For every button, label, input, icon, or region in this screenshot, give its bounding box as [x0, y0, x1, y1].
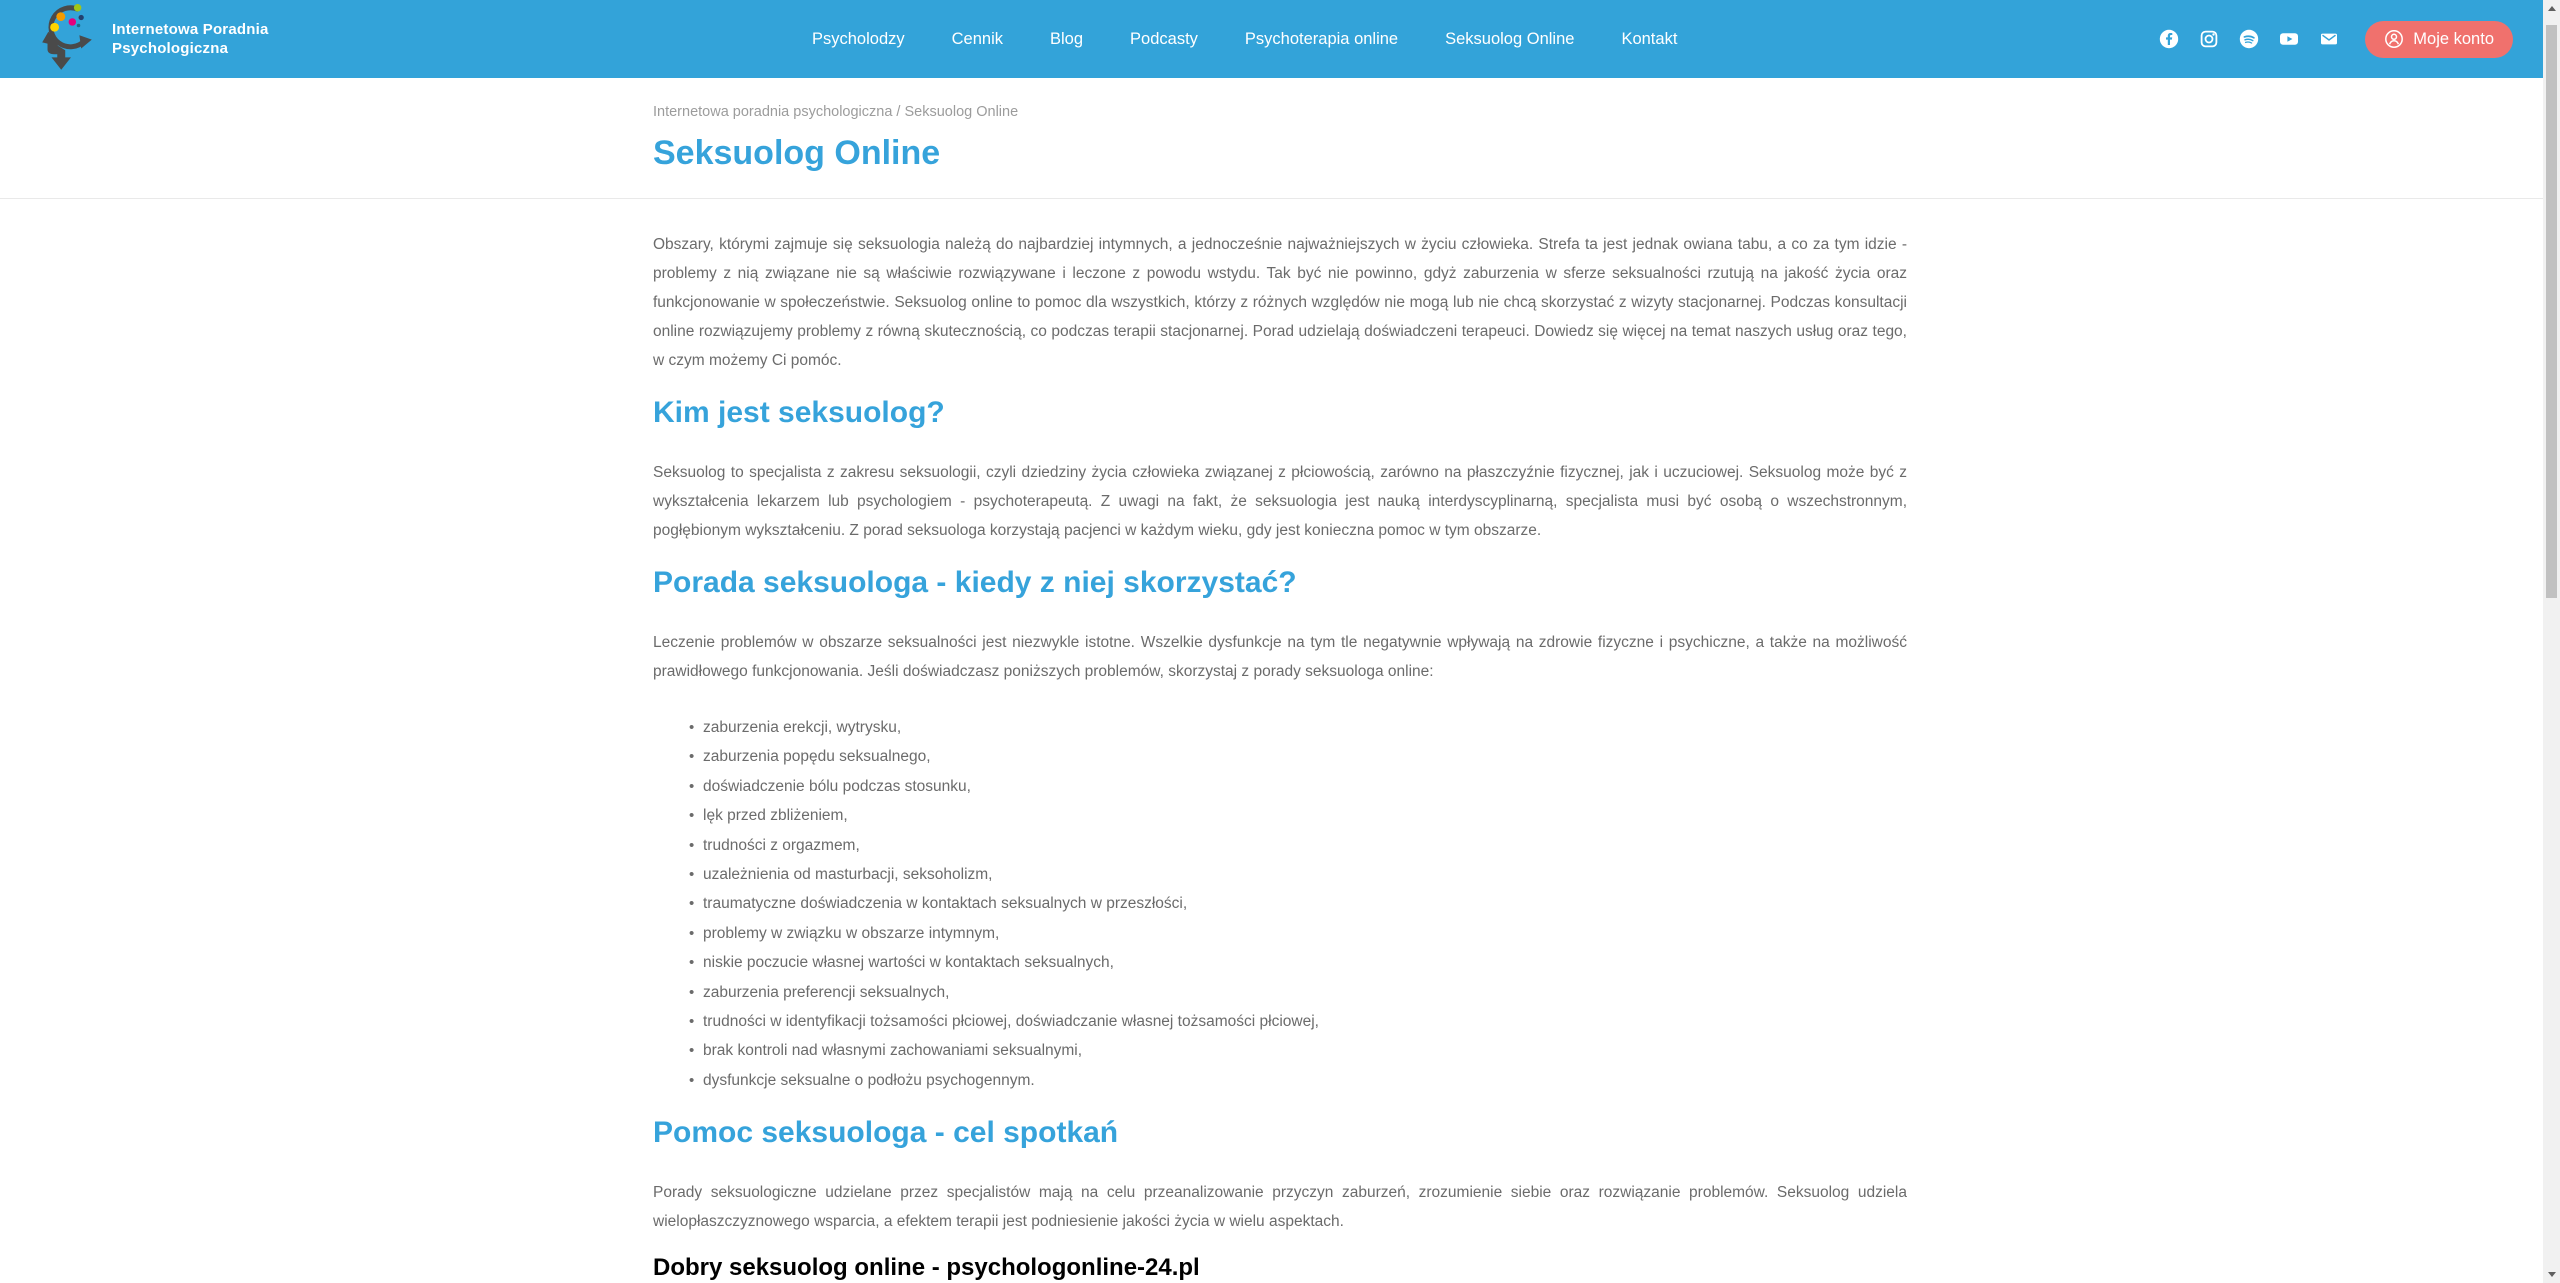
list-item: • dysfunkcje seksualne o podłożu psychogennym.: [689, 1066, 1907, 1095]
nav-item-blog[interactable]: Blog: [1050, 29, 1084, 48]
scrollbar-down-arrow-icon[interactable]: [2543, 1266, 2560, 1283]
list-item: • trudności z orgazmem,: [689, 831, 1907, 860]
section-heading-porada-seksuologa: Porada seksuologa - kiedy z niej skorzystać?: [653, 566, 1297, 599]
section-heading-dobry-seksuolog: Dobry seksuolog online - psychologonline-24.pl: [653, 1254, 1200, 1281]
brain-head-logo-icon: [36, 1, 98, 78]
scrollbar-thumb[interactable]: [2546, 25, 2557, 598]
main-navigation: [812, 0, 1677, 78]
list-item: • zaburzenia erekcji, wytrysku,: [689, 713, 1907, 742]
nav-item-cennik[interactable]: Cennik: [951, 29, 1004, 48]
scrollbar-up-arrow-icon[interactable]: [2543, 0, 2560, 17]
email-icon[interactable]: [2319, 29, 2339, 49]
section-paragraph: Seksuolog to specjalista z zakresu seksuologii, czyli dziedziny życia człowieka związanej z płciowością, zarówno na płaszczyźnie fizycznej, jak i uczuciowej. Seksuolog może być z wykształcenia lekarzem lub psychologiem - psychoterapeutą. Z uwagi na fakt, że seksuologia jest nauką interdyscyplinarną, specjalista musi być osobą o wszechstronnym, pogłębionym wykształceniu. Z porad seksuologa korzystają pacjenci w każdym wieku, gdy jest konieczna pomoc w tym obszarze.: [653, 464, 1907, 539]
list-item: • zaburzenia popędu seksualnego,: [689, 742, 1907, 771]
nav-item-podcasty[interactable]: Podcasty: [1130, 29, 1198, 48]
list-item: • lęk przed zbliżeniem,: [689, 801, 1907, 830]
account-button-label: Moje konto: [2413, 29, 2494, 48]
nav-item-psychoterapia-online[interactable]: Psychoterapia online: [1244, 29, 1399, 48]
list-item: • doświadczenie bólu podczas stosunku,: [689, 772, 1907, 801]
section-paragraph: Porady seksuologiczne udzielane przez specjalistów mają na celu przeanalizowanie przyczyn zaburzeń, zrozumienie siebie oraz rozwiązanie problemów. Seksuolog udziela wielopłaszczyznowego wsparcia, a efektem terapii jest podniesienie jakości życia w wielu aspektach.: [653, 1184, 1907, 1231]
nav-item-seksuolog-online[interactable]: Seksuolog Online: [1445, 29, 1575, 48]
section-heading-kim-jest-seksuolog: Kim jest seksuolog?: [653, 396, 945, 429]
nav-item-kontakt[interactable]: Kontakt: [1621, 29, 1678, 48]
breadcrumb-separator: /: [892, 104, 905, 120]
section-paragraph: Leczenie problemów w obszarze seksualności jest niezwykle istotne. Wszelkie dysfunkcje na tym tle negatywnie wpływają na zdrowie fizyczne i psychiczne, a także na możliwość prawidłowego funkcjonowania. Jeśli doświadczasz poniższych problemów, skorzystaj z porady seksuologa online:: [653, 634, 1907, 680]
list-item: • trudności w identyfikacji tożsamości płciowej, doświadczanie własnej tożsamości płciowej,: [689, 1007, 1907, 1036]
user-circle-icon: [2384, 29, 2404, 49]
list-item: • brak kontroli nad własnymi zachowaniami seksualnymi,: [689, 1036, 1907, 1065]
list-item: • traumatyczne doświadczenia w kontaktach seksualnych w przeszłości,: [689, 889, 1907, 918]
site-header: [0, 0, 2560, 78]
youtube-icon[interactable]: [2279, 29, 2299, 49]
brand-logo[interactable]: [36, 1, 269, 78]
list-item: • niskie poczucie własnej wartości w kontaktach seksualnych,: [689, 948, 1907, 977]
breadcrumb: [653, 104, 1907, 120]
account-button[interactable]: [2365, 21, 2513, 58]
spotify-icon[interactable]: [2239, 29, 2259, 49]
list-item: • zaburzenia preferencji seksualnych,: [689, 978, 1907, 1007]
instagram-icon[interactable]: [2199, 29, 2219, 49]
title-band: [0, 78, 2560, 199]
section-heading-pomoc-seksuologa: Pomoc seksuologa - cel spotkań: [653, 1116, 1119, 1150]
nav-item-psycholodzy[interactable]: Psycholodzy: [812, 29, 905, 48]
vertical-scrollbar[interactable]: [2543, 0, 2560, 1283]
intro-paragraph: Obszary, którymi zajmuje się seksuologia należą do najbardziej intymnych, a jednocześnie najważniejszych w życiu człowieka. Strefa ta jest jednak owiana tabu, a co za tym idzie - problemy z nią związane nie są właściwie rozwiązywane i leczone z powodu wstydu. Tak być nie powinno, gdyż zaburzenia w sferze seksualności rzutują na jakość życia oraz funkcjonowanie w społeczeństwie. Seksuolog online to pomoc dla wszystkich, którzy z różnych względów nie mogą lub nie chcą skorzystać z wizyty stacjonarnej. Podczas konsultacji online rozwiązujemy problemy z równą skutecznością, co podczas terapii stacjonarnej. Porad udzielają doświadczeni terapeuci. Dowiedz się więcej na temat naszych usług oraz tego, w czym możemy Ci pomóc.: [653, 236, 1907, 369]
breadcrumb-current: Seksuolog Online: [904, 104, 1019, 120]
facebook-icon[interactable]: [2159, 29, 2179, 49]
page-title: Seksuolog Online: [653, 134, 941, 172]
list-item: • uzależnienia od masturbacji, seksoholizm,: [689, 860, 1907, 889]
problems-list: [653, 713, 1907, 1095]
article-content: [653, 199, 1907, 1236]
brand-title: Internetowa Poradnia Psychologiczna: [112, 21, 269, 57]
header-actions: [2159, 0, 2513, 78]
breadcrumb-home-link[interactable]: Internetowa poradnia psychologiczna: [653, 104, 893, 120]
list-item: • problemy w związku w obszarze intymnym,: [689, 919, 1907, 948]
